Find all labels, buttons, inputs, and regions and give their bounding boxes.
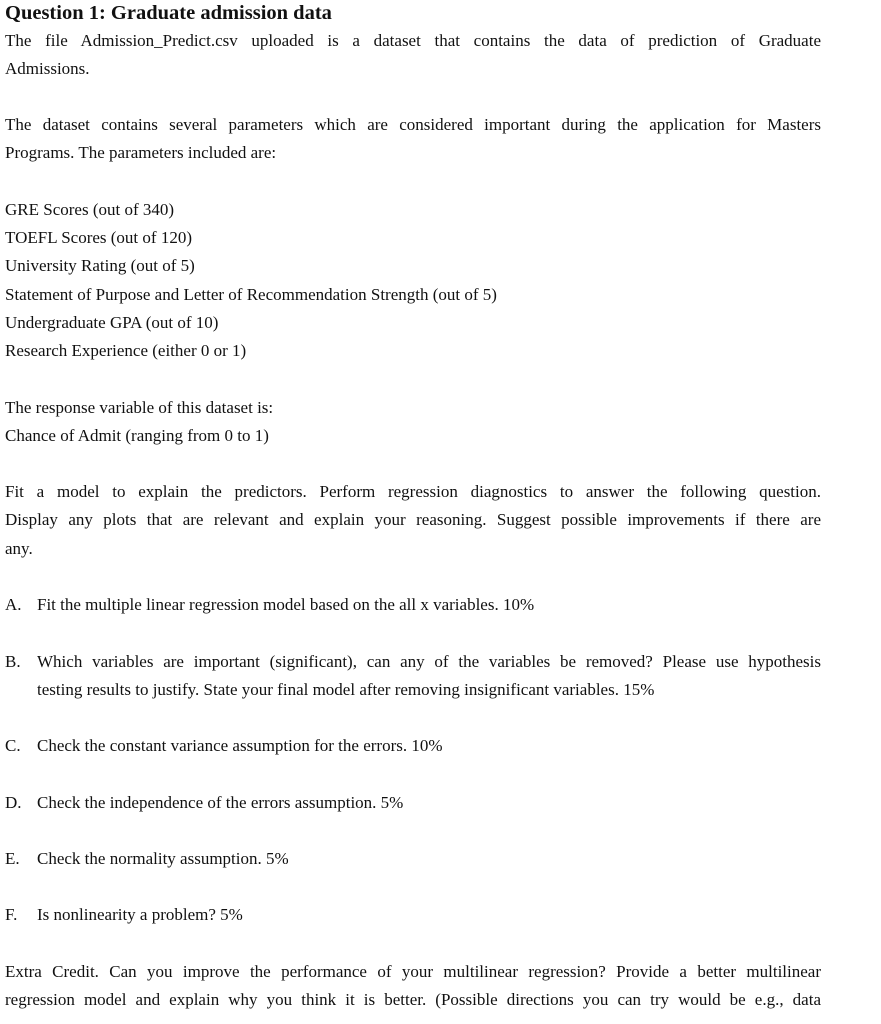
extra-credit-paragraph (5, 958, 821, 1015)
item-letter: C. (5, 736, 21, 755)
item-letter: A. (5, 595, 22, 614)
parameter-university-rating: University Rating (out of 5) (5, 256, 195, 275)
item-text: Check the constant variance assumption for the errors. 10% (37, 736, 443, 755)
task-line-1: Fit a model to explain the predictors. Perform regression diagnostics to answer the following question. (5, 482, 821, 501)
intro-paragraph (5, 27, 821, 84)
task-paragraph (5, 478, 821, 563)
item-text: Check the independence of the errors assumption. 5% (37, 793, 404, 812)
intro-line-1: The file Admission_Predict.csv uploaded is a dataset that contains the data of prediction of Graduate (5, 31, 821, 50)
params-intro-line-1: The dataset contains several parameters which are considered important during the application for Masters (5, 115, 821, 134)
parameter-gre: GRE Scores (out of 340) (5, 200, 175, 219)
parameter-sop-lor: Statement of Purpose and Letter of Recommendation Strength (out of 5) (5, 285, 497, 304)
parameter-gpa: Undergraduate GPA (out of 10) (5, 313, 219, 332)
intro-line-2: Admissions. (5, 59, 90, 79)
extra-credit-line-2: regression model and explain why you think it is better. (Possible directions you can try would be e.g., data (5, 990, 821, 1010)
params-intro-paragraph (5, 111, 821, 168)
item-letter: F. (5, 905, 18, 924)
task-line-3: any. (5, 538, 33, 558)
item-text: Fit the multiple linear regression model based on the all x variables. 10% (37, 595, 535, 614)
item-text-line-1: Which variables are important (significant), can any of the variables be removed? Please use hypothesis (37, 652, 821, 671)
item-text: Is nonlinearity a problem? 5% (37, 905, 243, 924)
item-text (37, 648, 821, 705)
item-text-line-2: testing results to justify. State your final model after removing insignificant variables. 15% (37, 680, 655, 700)
parameter-toefl: TOEFL Scores (out of 120) (5, 228, 192, 247)
item-letter: E. (5, 849, 20, 868)
params-intro-line-2: Programs. The parameters included are: (5, 143, 277, 163)
question-title: Question 1: Graduate admission data (5, 2, 332, 24)
response-variable: Chance of Admit (ranging from 0 to 1) (5, 426, 269, 445)
response-intro: The response variable of this dataset is: (5, 398, 274, 417)
item-letter: B. (5, 652, 21, 671)
extra-credit-line-1: Extra Credit. Can you improve the performance of your multilinear regression? Provide a better multilinear (5, 962, 821, 981)
parameter-research: Research Experience (either 0 or 1) (5, 341, 247, 360)
item-letter: D. (5, 793, 22, 812)
item-text: Check the normality assumption. 5% (37, 849, 289, 868)
task-line-2: Display any plots that are relevant and explain your reasoning. Suggest possible improvements if there are (5, 510, 821, 530)
